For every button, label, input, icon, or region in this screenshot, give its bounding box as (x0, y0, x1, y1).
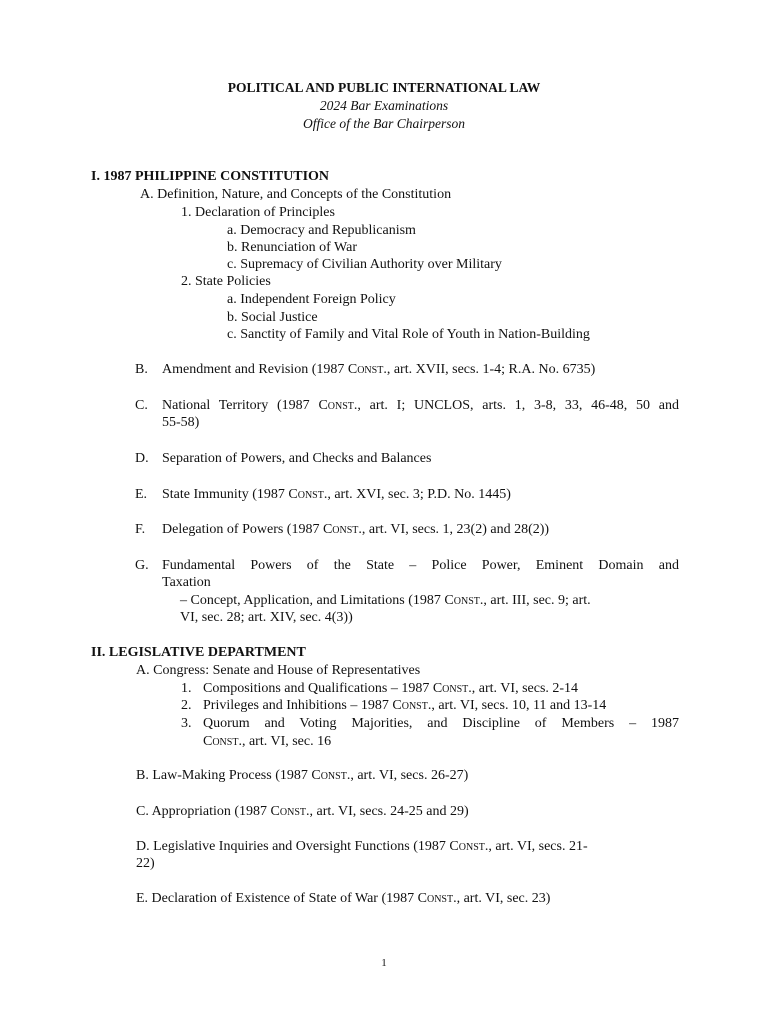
outline-item-1A: A. Definition, Nature, and Concepts of the Constitution (140, 187, 452, 202)
outline-item-1A2a: a. Independent Foreign Policy (227, 292, 396, 307)
document-title: POLITICAL AND PUBLIC INTERNATIONAL LAW (227, 80, 541, 95)
outline-item-1A1: 1. Declaration of Principles (181, 205, 335, 220)
document-subtitle: 2024 Bar Examinations (319, 98, 449, 113)
outline-item-1A2b: b. Social Justice (227, 310, 318, 325)
outline-label-1D: D. (135, 451, 149, 466)
outline-label-2A3: 3. (181, 716, 192, 731)
outline-item-2A1: Compositions and Qualifications – 1987 Const., art. VI, secs. 2-14 (203, 681, 579, 696)
outline-item-2E: E. Declaration of Existence of State of War (1987 Const., art. VI, sec. 23) (136, 891, 551, 906)
outline-item-1D: Separation of Powers, and Checks and Balances (162, 451, 432, 466)
outline-label-1G: G. (135, 558, 149, 573)
outline-item-1A1c: c. Supremacy of Civilian Authority over Military (227, 257, 502, 272)
outline-item-1C: National Territory (1987 Const., art. I; UNCLOS, arts. 1, 3-8, 33, 46-48, 50 and (162, 398, 680, 413)
section-1-heading: I. 1987 PHILIPPINE CONSTITUTION (91, 169, 330, 184)
outline-item-2D: D. Legislative Inquiries and Oversight Functions (1987 Const., art. VI, secs. 21- (136, 839, 588, 854)
outline-label-1B: B. (135, 362, 148, 377)
outline-item-2A3: Quorum and Voting Majorities, and Discipline of Members – 1987 (203, 716, 679, 731)
outline-item-2A3-cont: Const., art. VI, sec. 16 (203, 734, 332, 749)
page-number: 1 (381, 957, 387, 969)
section-2-heading: II. LEGISLATIVE DEPARTMENT (91, 645, 306, 660)
outline-item-2A2: Privileges and Inhibitions – 1987 Const., art. VI, secs. 10, 11 and 13-14 (203, 698, 607, 713)
outline-label-1C: C. (135, 398, 148, 413)
outline-item-1A1a: a. Democracy and Republicanism (227, 223, 416, 238)
outline-item-1B: Amendment and Revision (1987 Const., art. XVII, secs. 1-4; R.A. No. 6735) (162, 362, 596, 377)
outline-item-1G: Fundamental Powers of the State – Police Power, Eminent Domain and (162, 558, 679, 573)
outline-label-1F: F. (135, 522, 146, 537)
outline-item-1E: State Immunity (1987 Const., art. XVI, sec. 3; P.D. No. 1445) (162, 487, 511, 502)
outline-item-2A: A. Congress: Senate and House of Representatives (136, 663, 421, 678)
outline-item-1G-sub: – Concept, Application, and Limitations (1987 Const., art. III, sec. 9; art. (180, 593, 591, 608)
outline-item-1C-cont: 55-58) (162, 415, 200, 430)
outline-label-2A2: 2. (181, 698, 192, 713)
outline-item-1F: Delegation of Powers (1987 Const., art. VI, secs. 1, 23(2) and 28(2)) (162, 522, 550, 537)
outline-item-1G-cont: Taxation (162, 575, 211, 590)
outline-item-2D-cont: 22) (136, 856, 155, 871)
outline-item-1A2: 2. State Policies (181, 274, 271, 289)
outline-item-1A2c: c. Sanctity of Family and Vital Role of Youth in Nation-Building (227, 327, 590, 342)
outline-item-1G-sub-cont: VI, sec. 28; art. XIV, sec. 4(3)) (180, 610, 353, 625)
document-office: Office of the Bar Chairperson (303, 116, 465, 131)
outline-item-1A1b: b. Renunciation of War (227, 240, 358, 255)
outline-label-1E: E. (135, 487, 148, 502)
outline-item-2B: B. Law-Making Process (1987 Const., art. VI, secs. 26-27) (136, 768, 469, 783)
outline-item-2C: C. Appropriation (1987 Const., art. VI, secs. 24-25 and 29) (136, 804, 469, 819)
outline-label-2A1: 1. (181, 681, 192, 696)
